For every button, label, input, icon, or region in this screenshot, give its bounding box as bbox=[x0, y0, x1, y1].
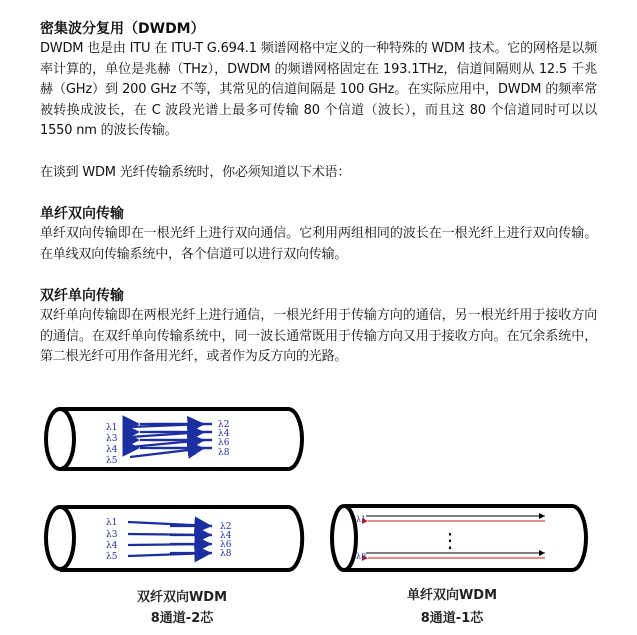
intro-text: 在谈到 WDM 光纤传输系统时，你必须知道以下术语： bbox=[40, 164, 351, 180]
caption-left-sub: 8通道-2芯 bbox=[150, 611, 214, 626]
top-left-in-label-3: λ5 bbox=[106, 456, 118, 466]
right-ellipsis: ⋮ bbox=[440, 528, 460, 552]
top-left-in-label-0: λ1 bbox=[106, 423, 118, 433]
single-fiber-paragraph: 单纤双向传输即在一根光纤上进行双向通信。它利用两组相同的波长在一根光纤上进行双向传输。在单线双向传输系统中，各个信道可以进行双向传输。 bbox=[40, 226, 597, 262]
bottom-left-in-label-0: λ1 bbox=[106, 518, 118, 528]
right-bottom-label: λ8 bbox=[356, 552, 367, 561]
fiber-top-left bbox=[46, 409, 302, 469]
dual-fiber-heading: 双纤单向传输 bbox=[40, 288, 124, 304]
bottom-left-out-label-0: λ2 bbox=[220, 522, 232, 532]
fiber-bottom-left-arrows bbox=[128, 522, 212, 556]
caption-right-title: 单纤双向WDM bbox=[406, 588, 498, 603]
fiber-top-left-arrows bbox=[130, 424, 212, 457]
caption-right-sub: 8通道-1芯 bbox=[420, 611, 484, 626]
fiber-bottom-left bbox=[46, 507, 302, 570]
top-left-out-label-2: λ6 bbox=[218, 438, 230, 448]
single-fiber-heading: 单纤双向传输 bbox=[40, 206, 124, 222]
top-left-out-label-1: λ4 bbox=[218, 429, 230, 439]
bottom-left-in-label-3: λ5 bbox=[106, 552, 118, 562]
article bbox=[40, 19, 597, 368]
right-top-label: λ1 bbox=[356, 515, 367, 524]
top-left-out-label-0: λ2 bbox=[218, 420, 230, 430]
dwdm-heading: 密集波分复用（DWDM） bbox=[40, 21, 205, 37]
bottom-left-in-label-2: λ4 bbox=[106, 541, 118, 551]
top-left-in-label-1: λ3 bbox=[106, 434, 118, 444]
top-left-in-label-2: λ4 bbox=[106, 445, 118, 455]
bottom-left-out-label-3: λ8 bbox=[220, 549, 232, 559]
dual-fiber-paragraph: 双纤单向传输即在两根光纤上进行通信，一根光纤用于传输方向的通信，另一根光纤用于接收方向的通信。在双纤单向传输系统中，同一波长通常既用于传输方向又用于接收方向。在冗余系统中，第二根光纤可用作备用光纤，或者作为反方向的光路。 bbox=[40, 308, 597, 364]
bottom-left-out-label-2: λ6 bbox=[220, 540, 232, 550]
fiber-right bbox=[332, 506, 586, 570]
bottom-left-in-label-1: λ3 bbox=[106, 530, 118, 540]
caption-left-title: 双纤双向WDM bbox=[136, 590, 228, 605]
top-left-out-label-3: λ8 bbox=[218, 448, 230, 458]
dwdm-paragraph: DWDM 也是由 ITU 在 ITU-T G.694.1 频谱网格中定义的一种特殊的 WDM 技术。它的网格是以频率计算的，单位是兆赫（THz），DWDM 的频谱网格固定在 193.1THz，信道间隔则从 12.5 千兆赫（GHz）到 200 GHz 不等，其常见的信道间隔是 100 GHz。在实际应用中，DWDM 的频率常被转换成波长，在 C 波段光谱上最多可传输 80 个信道（波长），而且这 80 个信道同时可以以 1550 nm 的波长传输。 bbox=[40, 41, 597, 138]
bottom-left-out-label-1: λ4 bbox=[220, 531, 232, 541]
